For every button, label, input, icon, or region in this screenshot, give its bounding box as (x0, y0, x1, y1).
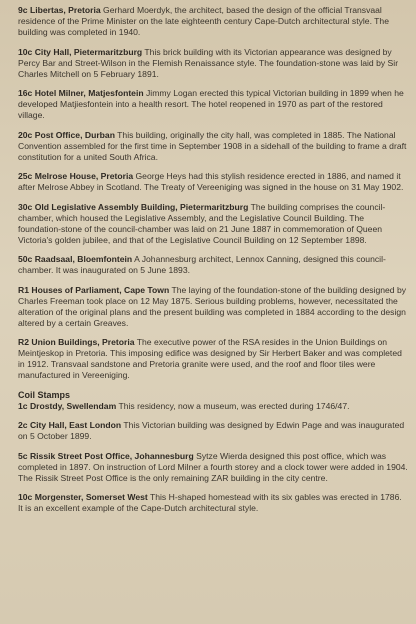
entry-text: Gerhard Moerdyk, the architect, based the design of the official Transvaal residence of the Prime Minister on the late eighteenth century Cape-Dutch architectural style. The building was completed in 1940. (18, 5, 389, 37)
entry-heading: 2c City Hall, East London (18, 420, 122, 430)
entry-coil-5c (18, 451, 408, 484)
entry-heading: 10c City Hall, Pietermaritzburg (18, 46, 143, 57)
entry-r1 (18, 285, 408, 329)
entry-text: George Heys had this stylish residence erected in 1886, and named it after Melrose Abbey in Scotland. The Treaty of Vereeniging was signed in the house on 31 May 1902. (18, 171, 404, 192)
entry-heading: 20c Post Office, Durban (18, 129, 115, 140)
entry-heading: 1c Drostdy, Swellendam (18, 400, 117, 411)
entry-text: Jimmy Logan erected this typical Victorian building in 1899 when he developed Matjiesfontein into a health resort. The hotel reopened in 1970 as part of the restored village. (18, 88, 404, 120)
entry-text: This H-shaped homestead with its six gables was erected in 1786. It is an excellent example of the Cape-Dutch architectural style. (18, 492, 402, 513)
entry-text: The laying of the foundation-stone of the building designed by Charles Freeman took place on 12 May 1875. Serious building problems, however, necessitated the alteration of the original plans and the present building was completed in 1884 according to the design altered by a certain Greaves. (18, 284, 407, 328)
entry-16c (18, 88, 408, 121)
entry-heading: 16c Hotel Milner, Matjesfontein (18, 88, 144, 98)
entry-25c (18, 171, 408, 193)
entry-heading: R1 Houses of Parliament, Cape Town (18, 284, 170, 295)
entry-heading: 30c Old Legislative Assembly Building, Pietermaritzburg (18, 201, 249, 212)
entry-text: This residency, now a museum, was erected during 1746/47. (116, 400, 350, 411)
entry-heading: 9c Libertas, Pretoria (18, 5, 101, 15)
entry-30c (18, 202, 408, 246)
entry-heading: 50c Raadsaal, Bloemfontein (18, 254, 133, 264)
entry-10c (18, 47, 408, 80)
entry-heading: R2 Union Buildings, Pretoria (18, 337, 135, 347)
entry-text: The building comprises the council-chamber, which housed the Legislative Assembly, and the Legislative Council Building. The foundation-stone of the council-chamber was laid on 21 June 1887 in commemoration of Queen Victoria's golden jubilee, and that of the Legislative Council Building on 12 September 1898. (18, 201, 386, 245)
entry-coil-2c (18, 420, 408, 442)
entry-heading: 10c Morgenster, Somerset West (18, 492, 148, 502)
entry-text: A Johannesburg architect, Lennox Canning, designed this council-chamber. It was inaugurated on 5 June 1893. (18, 254, 386, 275)
entry-text: This brick building with its Victorian appearance was designed by Percy Bar and Street-Wilson in the Flemish Renaissance style. The foundation-stone was laid by Sir Charles Mitchell on 5 February 1891. (18, 46, 399, 79)
entry-text: The executive power of the RSA resides in the Union Buildings on Meintjeskop in Pretoria. This imposing edifice was designed by Sir Herbert Baker and was completed in 1912. Transvaal sandstone and Pretoria granite were used, and the roof and floor tiles were manufactured in Vereeniging. (18, 337, 402, 380)
entry-coil-1c (18, 401, 408, 412)
entry-9c (18, 5, 408, 38)
entry-50c (18, 254, 408, 276)
entry-heading: 25c Melrose House, Pretoria (18, 171, 134, 181)
entry-text: Sytze Wierda designed this post office, which was completed in 1897. On instruction of Lord Milner a fourth storey and a clock tower were added in 1904. The Rissik Street Post Office is the only remaining ZAR building in the city centre. (18, 450, 408, 483)
entry-coil-10c (18, 492, 408, 514)
entry-r2 (18, 337, 408, 381)
entry-text: This building, originally the city hall, was completed in 1885. The National Convention assembled for the first time in September 1908 in a sidehall of the building to frame a draft constitution for a united South Africa. (18, 129, 407, 162)
coil-stamps-heading: Coil Stamps (18, 389, 71, 400)
entry-heading: 5c Rissik Street Post Office, Johannesburg (18, 450, 194, 461)
entry-text: This Victorian building was designed by Edwin Page and was inaugurated on 5 October 1899. (18, 420, 405, 441)
entry-20c (18, 130, 408, 163)
